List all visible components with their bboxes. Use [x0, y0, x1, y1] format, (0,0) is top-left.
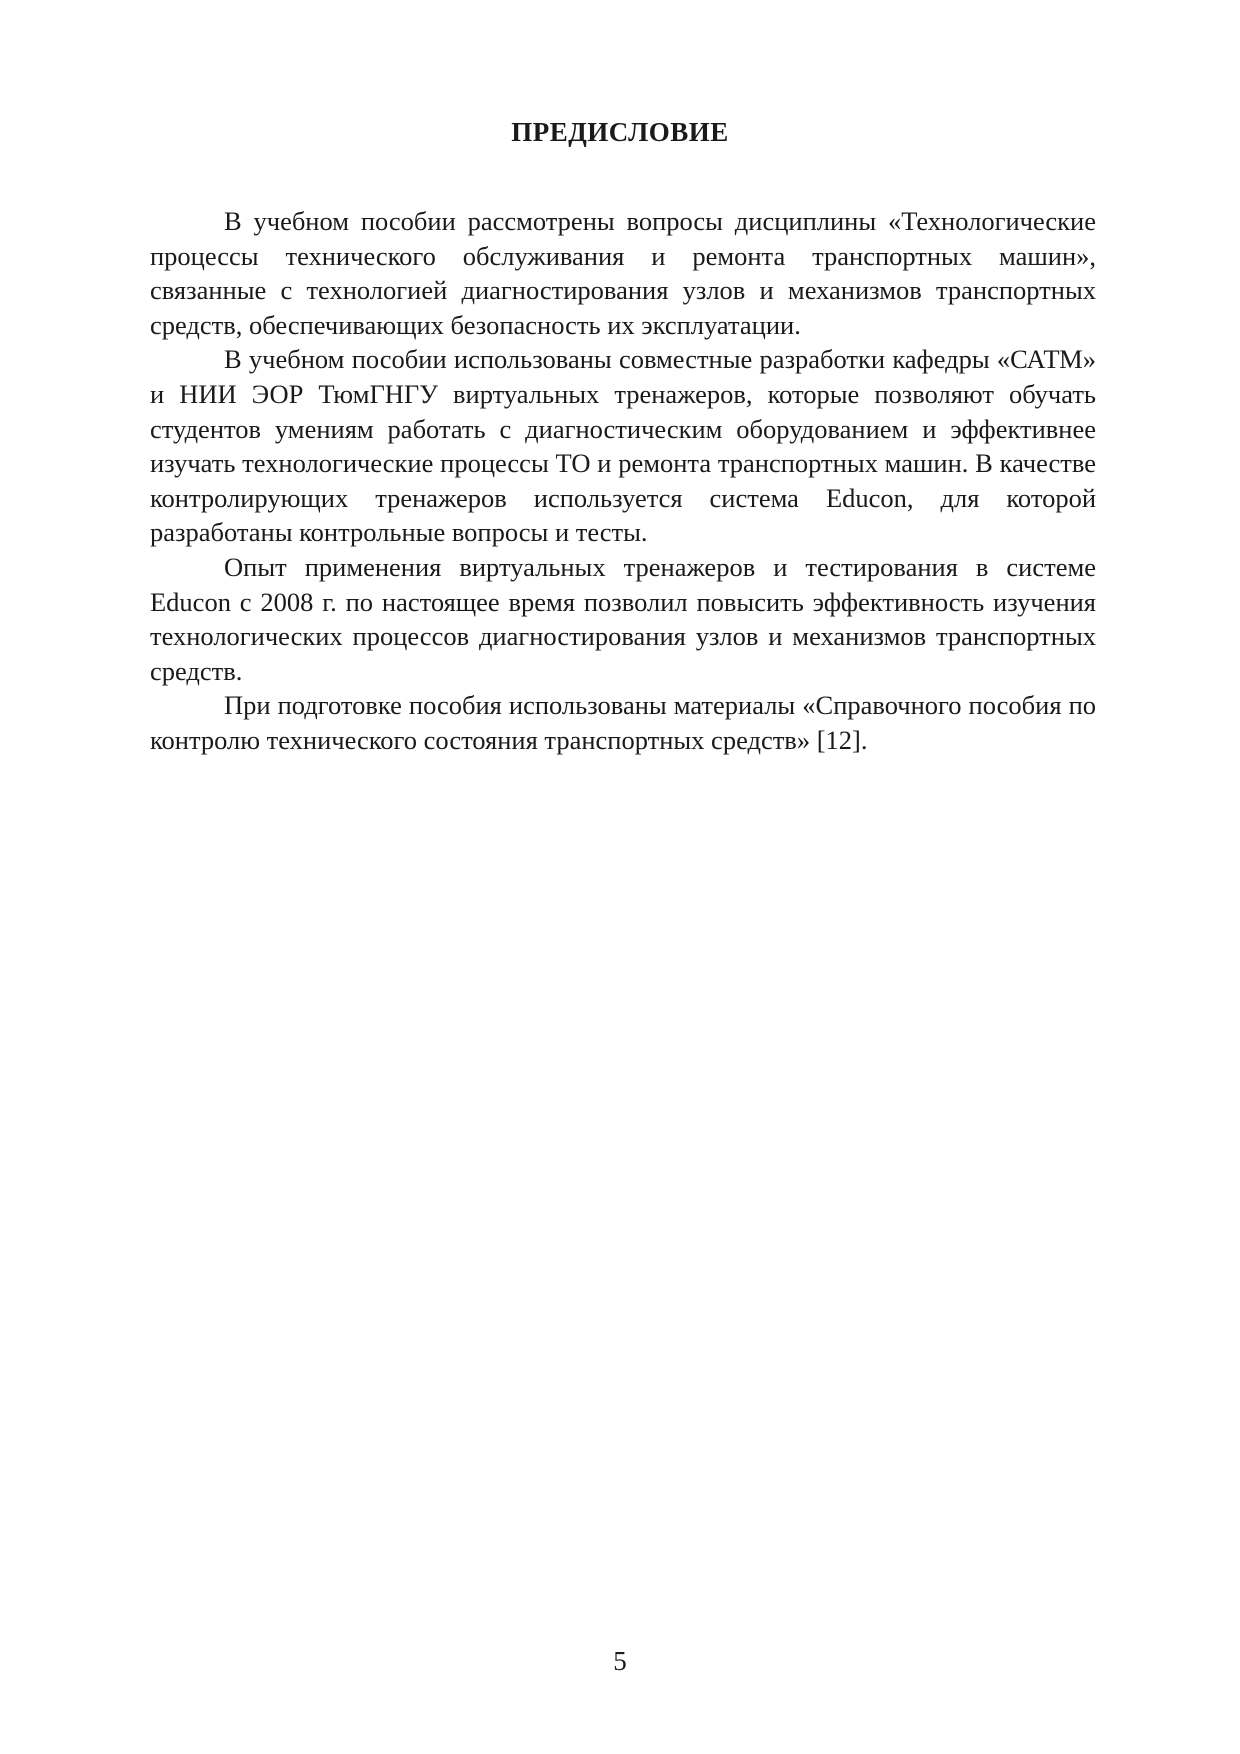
page-number: 5: [613, 1646, 627, 1676]
page-heading: ПРЕДИСЛОВИЕ: [511, 117, 729, 147]
paragraph-3: Опыт применения виртуальных тренажеров и тестирования в системе Educon с 2008 г. по настоящее время позволил повысить эффективность изучения технологических процессов диагностирования узлов и механизмов транспортных средств.: [150, 551, 1096, 686]
body-text: [150, 204, 1096, 758]
paragraph-4: При подготовке пособия использованы материалы «Справочного пособия по контролю технического состояния транспортных средств» [12].: [150, 690, 1096, 755]
paragraph-1: В учебном пособии рассмотрены вопросы дисциплины «Технологические процессы технического обслуживания и ремонта транспортных машин», связанные с технологией диагностирования узлов и механизмов транспортных средств, обеспечивающих безопасность их эксплуатации.: [150, 206, 1096, 340]
paragraph-2: В учебном пособии использованы совместные разработки кафедры «САТМ» и НИИ ЭОР ТюмГНГУ виртуальных тренажеров, которые позволяют обучать студентов умениям работать с диагностическим оборудованием и эффективнее изучать технологические процессы ТО и ремонта транспортных машин. В качестве контролирующих тренажеров используется система Educon, для которой разработаны контрольные вопросы и тесты.: [150, 344, 1096, 548]
